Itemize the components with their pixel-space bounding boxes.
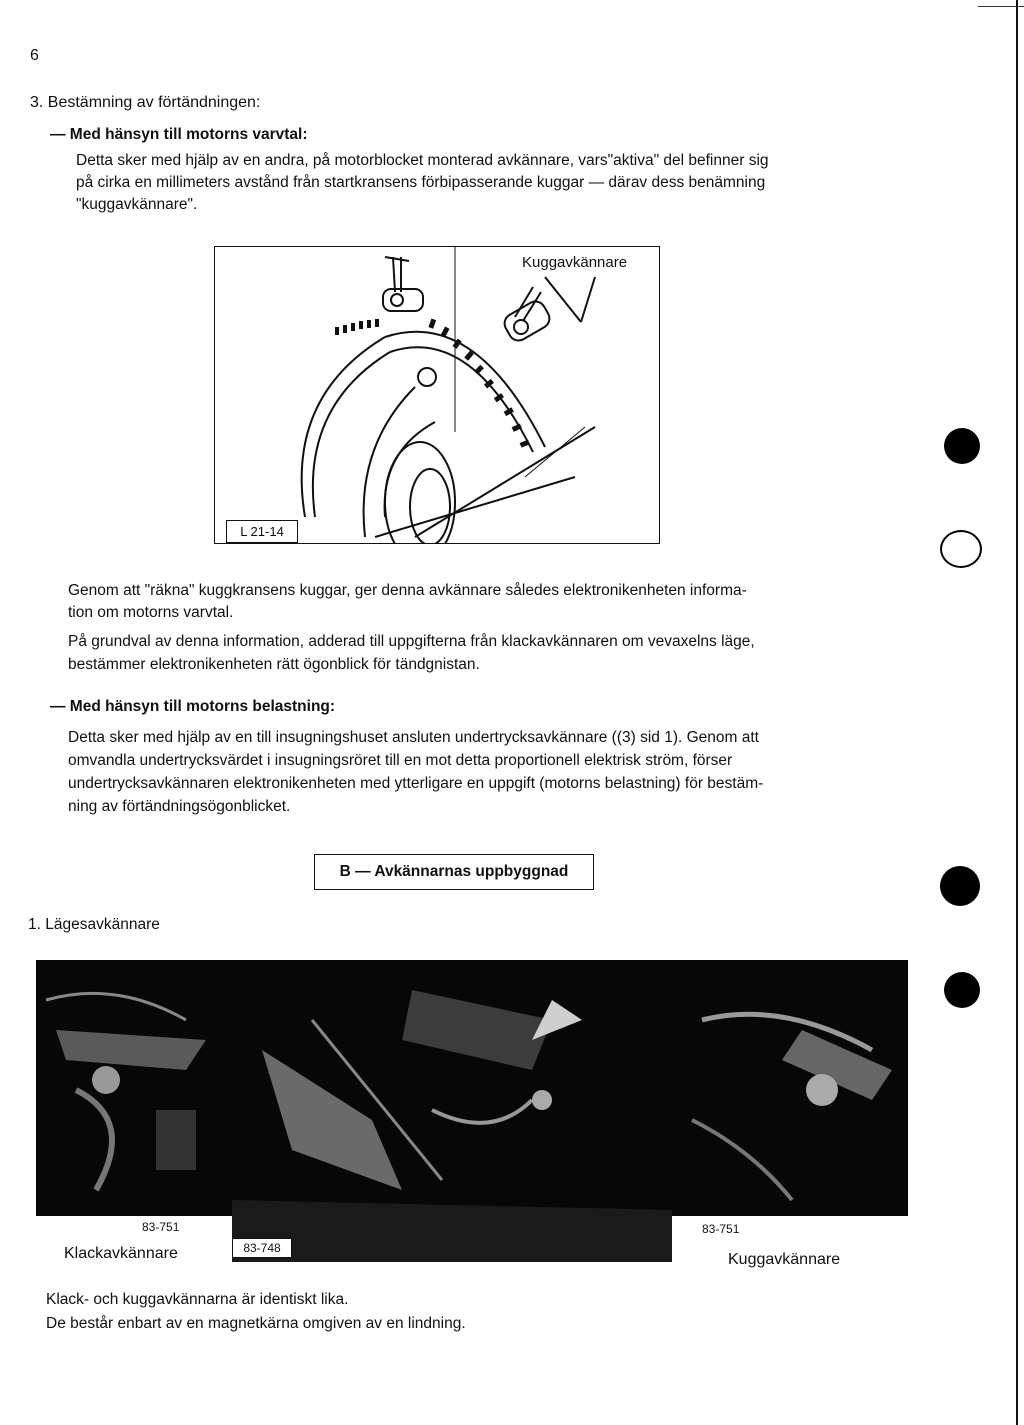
figure-label: L 21-14 — [226, 520, 298, 543]
section-heading: 3. Bestämning av förtändningen: — [30, 94, 261, 111]
speed-line-2: på cirka en millimeters avstånd från startkransens förbipasserande kuggar — därav dess benämning — [76, 174, 766, 191]
photo-engine-block — [232, 960, 672, 1262]
paragraph-line-4: bestämmer elektronikenheten rätt ögonblick för tändgnistan. — [68, 656, 480, 673]
photo-right-code: 83-751 — [702, 1222, 740, 1236]
page-number: 6 — [30, 47, 39, 64]
section-b-title: B — Avkännarnas uppbyggnad — [314, 854, 594, 890]
photo-engine-block-texture — [232, 960, 672, 1262]
photo-klackavkannare — [36, 960, 232, 1216]
punch-hole-3 — [940, 866, 980, 906]
load-line-3: undertrycksavkännaren elektronikenheten med ytterligare en uppgift (motorns belastning) för bestäm- — [68, 775, 764, 792]
photo-left-code: 83-751 — [142, 1220, 180, 1234]
punch-hole-2 — [940, 530, 982, 568]
speed-subtitle: — Med hänsyn till motorns varvtal: — [50, 126, 308, 143]
flywheel-sensor-diagram — [214, 246, 660, 544]
speed-line-1: Detta sker med hjälp av en andra, på motorblocket monterad avkännare, vars"aktiva" del befinner sig — [76, 152, 769, 169]
photo-right-caption: Kuggavkännare — [728, 1251, 841, 1268]
paragraph-line-1: Genom att "räkna" kuggkransens kuggar, ger denna avkännare således elektronikenheten informa- — [68, 582, 747, 599]
sensor-subheading: 1. Lägesavkännare — [28, 916, 160, 933]
binder-edge-line — [1016, 0, 1018, 1425]
load-line-1: Detta sker med hjälp av en till insugningshuset ansluten undertrycksavkännare ((3) sid 1). Genom att — [68, 729, 759, 746]
punch-hole-1 — [944, 428, 980, 464]
figure-caption-kuggavkannare: Kuggavkännare — [522, 254, 628, 271]
photo-kuggavkannare-texture — [672, 960, 908, 1216]
photo-kuggavkannare — [672, 960, 908, 1216]
load-line-2: omvandla undertrycksvärdet i insugningsröret till en mot detta proportionell elektrisk ström, förser — [68, 752, 733, 769]
photo-left-caption: Klackavkännare — [64, 1245, 178, 1262]
load-subtitle: — Med hänsyn till motorns belastning: — [50, 698, 336, 715]
load-line-4: ning av förtändningsögonblicket. — [68, 798, 291, 815]
flywheel-illustration — [215, 247, 659, 543]
paragraph-line-2: tion om motorns varvtal. — [68, 604, 234, 621]
speed-line-3: "kuggavkännare". — [76, 196, 198, 213]
footer-line-2: De består enbart av en magnetkärna omgiven av en lindning. — [46, 1315, 466, 1332]
punch-hole-4 — [944, 972, 980, 1008]
photo-center-code: 83-748 — [232, 1238, 292, 1258]
photo-klackavkannare-texture — [36, 960, 232, 1216]
footer-line-1: Klack- och kuggavkännarna är identiskt lika. — [46, 1291, 349, 1308]
paragraph-line-3: På grundval av denna information, adderad till uppgifterna från klackavkännaren om vevaxelns läge, — [68, 633, 755, 650]
